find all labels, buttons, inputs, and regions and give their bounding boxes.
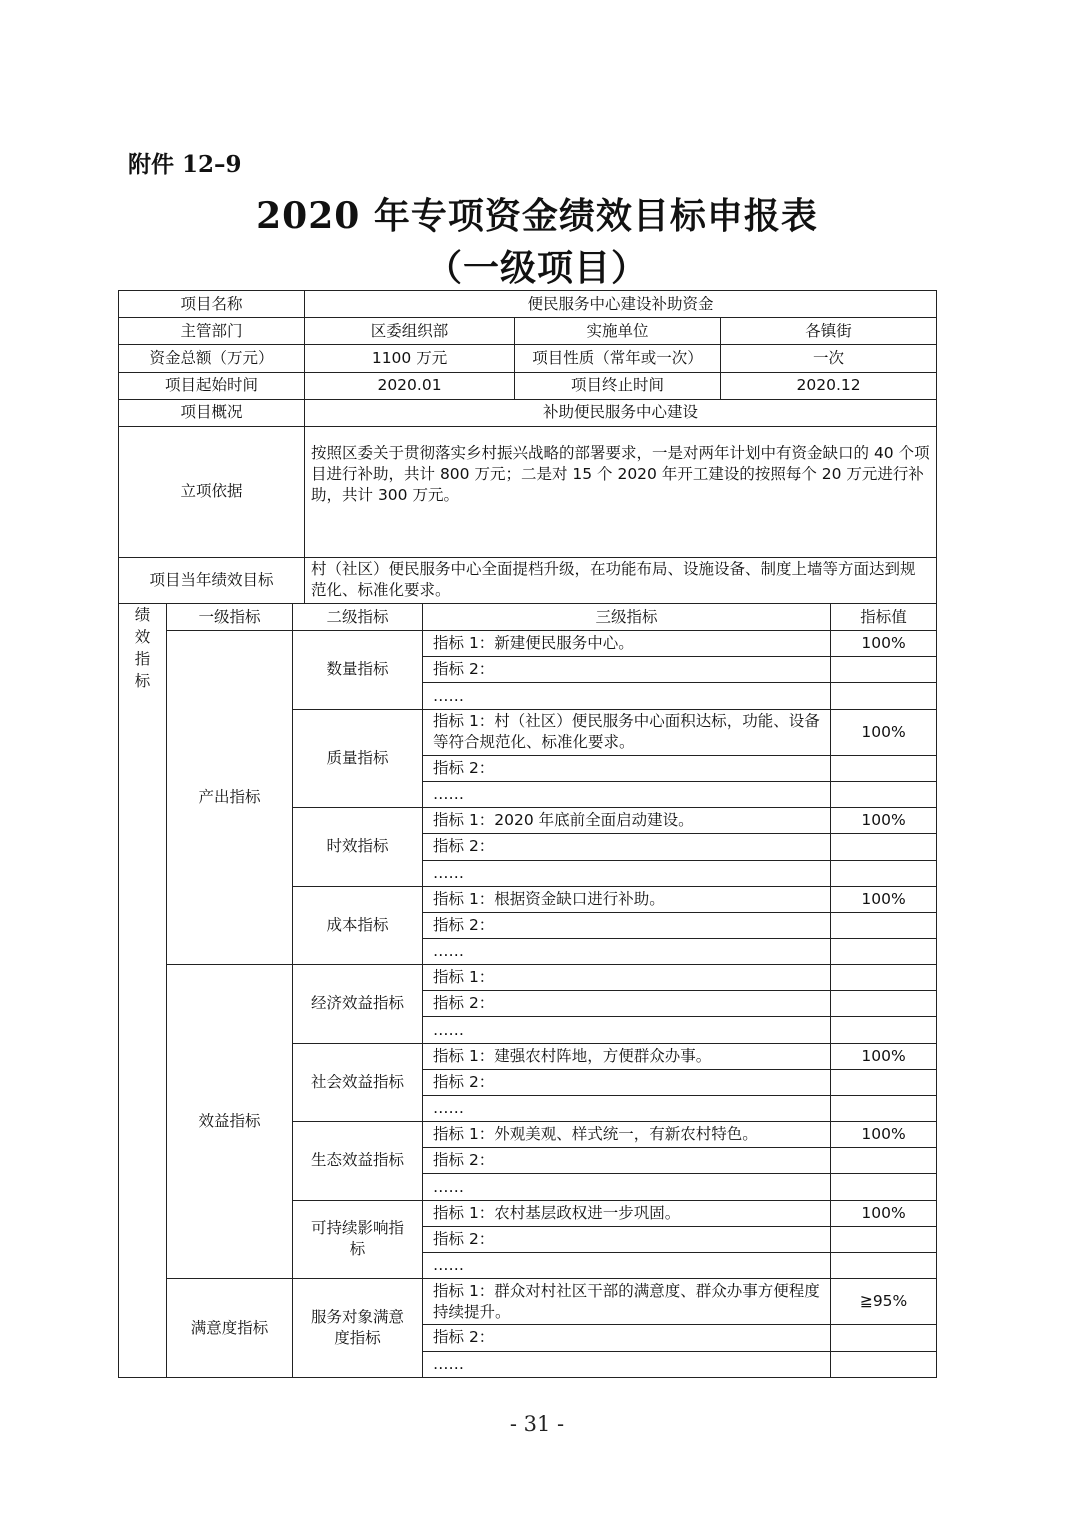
project-name-label: 项目名称 <box>119 291 305 318</box>
project-name-value: 便民服务中心建设补助资金 <box>305 291 937 318</box>
level2-indicator: 服务对象满意度指标 <box>293 1279 423 1378</box>
level3-indicator: 指标 1：农村基层政权进一步巩固。 <box>423 1200 831 1226</box>
level2-indicator: 成本指标 <box>293 886 423 964</box>
level3-indicator: 指标 2： <box>423 657 831 683</box>
level3-indicator: 指标 2： <box>423 755 831 781</box>
level3-indicator: 指标 1：根据资金缺口进行补助。 <box>423 886 831 912</box>
page-number: - 31 - <box>509 1412 565 1436</box>
level1-indicator: 效益指标 <box>167 965 293 1279</box>
indicator-value <box>831 1095 937 1121</box>
indicator-value: 100% <box>831 808 937 834</box>
indicator-value: 100% <box>831 1200 937 1226</box>
level3-indicator: 指标 1：2020 年底前全面启动建设。 <box>423 808 831 834</box>
indicator-value: 100% <box>831 1122 937 1148</box>
indicator-row <box>119 1279 937 1325</box>
performance-indicator-char: 指 <box>134 649 151 668</box>
indicator-value <box>831 755 937 781</box>
performance-indicator-label <box>119 603 167 1377</box>
nature-label: 项目性质（常年或一次） <box>515 345 721 372</box>
indicator-value <box>831 834 937 860</box>
indicator-value: 100% <box>831 709 937 755</box>
indicator-value <box>831 683 937 709</box>
level3-indicator: 指标 2： <box>423 1069 831 1095</box>
indicator-value <box>831 912 937 938</box>
indicator-value <box>831 1226 937 1252</box>
level3-indicator: …… <box>423 939 831 965</box>
indicator-row <box>119 631 937 657</box>
performance-indicator-char: 标 <box>134 671 151 690</box>
performance-target-table <box>118 290 937 1378</box>
indicator-value: ≧95% <box>831 1279 937 1325</box>
header-level3: 三级指标 <box>423 603 831 630</box>
indicator-value <box>831 1148 937 1174</box>
header-level2: 二级指标 <box>293 603 423 630</box>
indicator-value <box>831 939 937 965</box>
level3-indicator: 指标 2： <box>423 991 831 1017</box>
performance-indicator-char: 绩 <box>134 605 151 624</box>
page-title: 2020 年专项资金绩效目标申报表 <box>256 195 818 237</box>
level3-indicator: …… <box>423 1252 831 1278</box>
impl-value: 各镇街 <box>721 318 937 345</box>
basis-value: 按照区委关于贯彻落实乡村振兴战略的部署要求，一是对两年计划中有资金缺口的 40 个项目进行补助，共计 800 万元；二是对 15 个 2020 年开工建设的按照每个 20 万元进行补助，共计 300 万元。 <box>305 426 937 557</box>
indicator-value <box>831 965 937 991</box>
row-fund <box>119 345 937 372</box>
level2-indicator: 可持续影响指标 <box>293 1200 423 1278</box>
header-value: 指标值 <box>831 603 937 630</box>
level3-indicator: 指标 2： <box>423 912 831 938</box>
indicator-value <box>831 1351 937 1378</box>
level3-indicator: 指标 2： <box>423 1325 831 1351</box>
level3-indicator: …… <box>423 1095 831 1121</box>
fund-value: 1100 万元 <box>305 345 515 372</box>
level3-indicator: …… <box>423 683 831 709</box>
row-department <box>119 318 937 345</box>
indicator-value <box>831 1252 937 1278</box>
page-subtitle: （一级项目） <box>425 247 648 289</box>
nature-value: 一次 <box>721 345 937 372</box>
row-time <box>119 372 937 399</box>
end-value: 2020.12 <box>721 372 937 399</box>
level3-indicator: 指标 1：群众对村社区干部的满意度、群众办事方便程度持续提升。 <box>423 1279 831 1325</box>
row-overview <box>119 399 937 426</box>
level3-indicator: …… <box>423 1351 831 1378</box>
start-label: 项目起始时间 <box>119 372 305 399</box>
row-goal <box>119 557 937 603</box>
goal-label: 项目当年绩效目标 <box>119 557 305 603</box>
level2-indicator: 数量指标 <box>293 631 423 709</box>
row-project-name <box>119 291 937 318</box>
level3-indicator: …… <box>423 860 831 886</box>
row-basis <box>119 426 937 557</box>
level3-indicator: 指标 2： <box>423 1148 831 1174</box>
level3-indicator: …… <box>423 1017 831 1043</box>
level1-indicator: 满意度指标 <box>167 1279 293 1378</box>
level2-indicator: 质量指标 <box>293 709 423 808</box>
level1-indicator: 产出指标 <box>167 631 293 965</box>
indicator-header-row <box>119 603 937 630</box>
attachment-label: 附件 12–9 <box>128 151 242 178</box>
indicator-value <box>831 1069 937 1095</box>
level3-indicator: 指标 2： <box>423 834 831 860</box>
indicator-value <box>831 1325 937 1351</box>
level3-indicator: 指标 1： <box>423 965 831 991</box>
indicator-value <box>831 1017 937 1043</box>
level3-indicator: 指标 2： <box>423 1226 831 1252</box>
impl-label: 实施单位 <box>515 318 721 345</box>
level3-indicator: 指标 1：外观美观、样式统一，有新农村特色。 <box>423 1122 831 1148</box>
overview-label: 项目概况 <box>119 399 305 426</box>
indicator-value: 100% <box>831 631 937 657</box>
level3-indicator: 指标 1：村（社区）便民服务中心面积达标，功能、设备等符合规范化、标准化要求。 <box>423 709 831 755</box>
indicator-value <box>831 1174 937 1200</box>
overview-value: 补助便民服务中心建设 <box>305 399 937 426</box>
level2-indicator: 生态效益指标 <box>293 1122 423 1200</box>
level3-indicator: …… <box>423 782 831 808</box>
indicator-value <box>831 991 937 1017</box>
indicator-value: 100% <box>831 1043 937 1069</box>
header-level1: 一级指标 <box>167 603 293 630</box>
indicator-row <box>119 965 937 991</box>
dept-value: 区委组织部 <box>305 318 515 345</box>
level2-indicator: 社会效益指标 <box>293 1043 423 1121</box>
dept-label: 主管部门 <box>119 318 305 345</box>
indicator-value <box>831 860 937 886</box>
indicator-value: 100% <box>831 886 937 912</box>
level2-indicator: 经济效益指标 <box>293 965 423 1043</box>
fund-label: 资金总额（万元） <box>119 345 305 372</box>
indicator-value <box>831 782 937 808</box>
level3-indicator: 指标 1：建强农村阵地，方便群众办事。 <box>423 1043 831 1069</box>
level3-indicator: …… <box>423 1174 831 1200</box>
performance-indicator-char: 效 <box>134 627 151 646</box>
goal-value: 村（社区）便民服务中心全面提档升级，在功能布局、设施设备、制度上墙等方面达到规范化、标准化要求。 <box>305 557 937 603</box>
basis-label: 立项依据 <box>119 426 305 557</box>
end-label: 项目终止时间 <box>515 372 721 399</box>
indicator-value <box>831 657 937 683</box>
level2-indicator: 时效指标 <box>293 808 423 886</box>
level3-indicator: 指标 1：新建便民服务中心。 <box>423 631 831 657</box>
start-value: 2020.01 <box>305 372 515 399</box>
